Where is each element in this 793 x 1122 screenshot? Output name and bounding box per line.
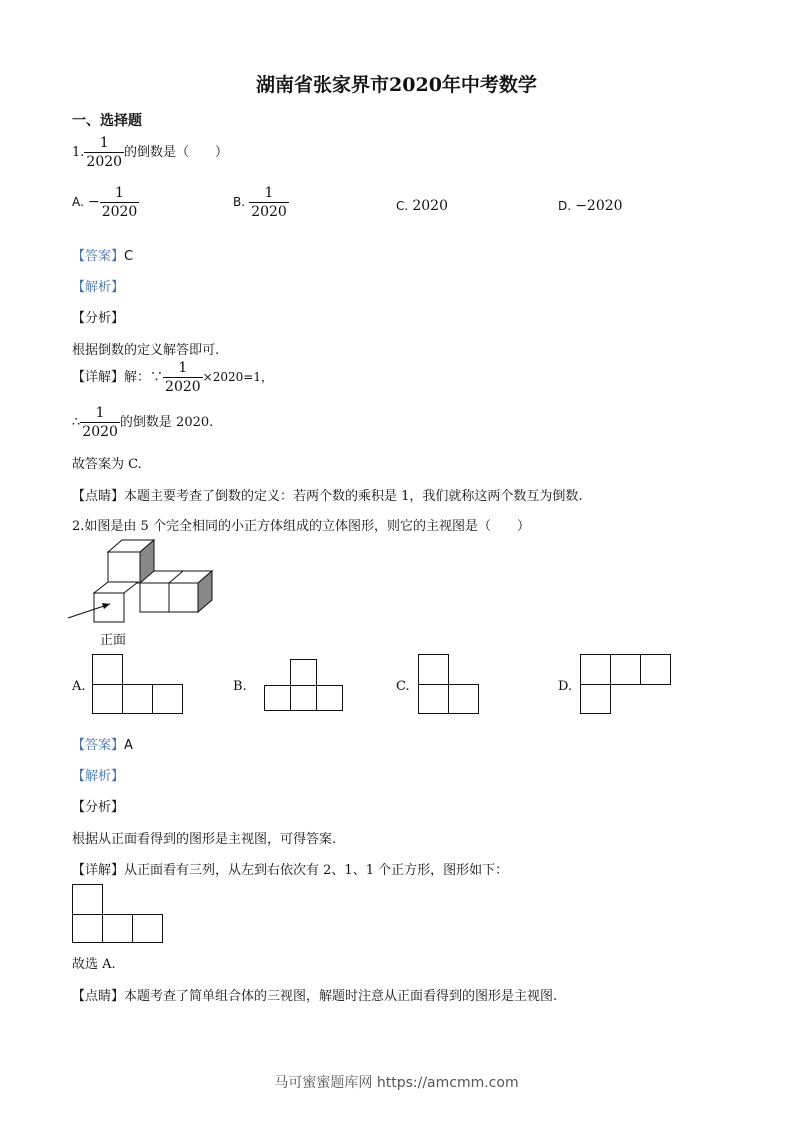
- q2-fenxi-text: 根据从正面看得到的图形是主视图，可得答案.: [72, 832, 337, 847]
- q1-fenxi-text: 根据倒数的定义解答即可.: [72, 343, 220, 358]
- q1-detail: 【详解】解：∵ $\frac{1}{2020}$ ×2020=1，: [72, 360, 273, 395]
- q2-detail-figure: [72, 884, 164, 944]
- q1-fenxi-tag: 【分析】: [72, 311, 125, 326]
- q1-stem-text: 的倒数是（ ）: [124, 145, 229, 160]
- q1-comment: 【点睛】本题主要考查了倒数的定义：若两个数的乘积是 1，我们就称这两个数互为倒数.: [72, 489, 583, 504]
- q2-fenxi-tag: 【分析】: [72, 800, 125, 815]
- q1-stem: [72, 136, 228, 169]
- q2-option-a-figure: [92, 654, 184, 714]
- q1-conclusion: 故答案为 C.: [72, 457, 142, 472]
- q1-fraction: $\frac{1}{2020}$: [86, 135, 123, 170]
- q1-analysis-tag: 【解析】: [72, 280, 125, 295]
- q2-option-d-label: D.: [558, 679, 573, 694]
- q2-option-d-figure: [580, 654, 672, 714]
- q2-option-b-figure: [264, 659, 344, 712]
- q2-detail: 【详解】从正面看有三列，从左到右依次有 2、1、1 个正方形，图形如下：: [72, 863, 509, 878]
- q2-option-c-label: C.: [396, 679, 410, 694]
- page-title: 湖南省张家界市2020年中考数学: [256, 74, 537, 96]
- q2-3d-figure: [66, 538, 226, 634]
- q2-stem: 2.如图是由 5 个完全相同的小正方体组成的立体图形，则它的主视图是（ ）: [72, 519, 530, 534]
- footer-watermark: 马可蜜蜜题库网 https://amcmm.com: [274, 1075, 519, 1091]
- q2-front-label: 正面: [100, 633, 127, 648]
- q1-option-a: A. − $\frac{1}{2020}$: [72, 185, 138, 220]
- q2-conclusion: 故选 A.: [72, 957, 116, 972]
- q2-answer: 【答案】A: [72, 738, 133, 753]
- q1-number: 1.: [72, 145, 85, 160]
- q2-option-a-label: A.: [72, 679, 86, 694]
- q1-therefore: ∴ $\frac{1}{2020}$ 的倒数是 2020.: [72, 405, 214, 440]
- q2-option-c-figure: [418, 654, 480, 714]
- q1-answer: 【答案】C: [72, 249, 134, 264]
- section-heading: 一、选择题: [72, 113, 142, 129]
- q2-comment: 【点睛】本题考查了简单组合体的三视图，解题时注意从正面看得到的图形是主视图.: [72, 989, 558, 1004]
- q1-option-c: C. 2020: [396, 198, 448, 214]
- q1-option-b: B. $\frac{1}{2020}$: [233, 185, 287, 220]
- q2-analysis-tag: 【解析】: [72, 769, 125, 784]
- q2-option-b-label: B.: [233, 679, 247, 694]
- q1-option-d: D. −2020: [558, 198, 623, 214]
